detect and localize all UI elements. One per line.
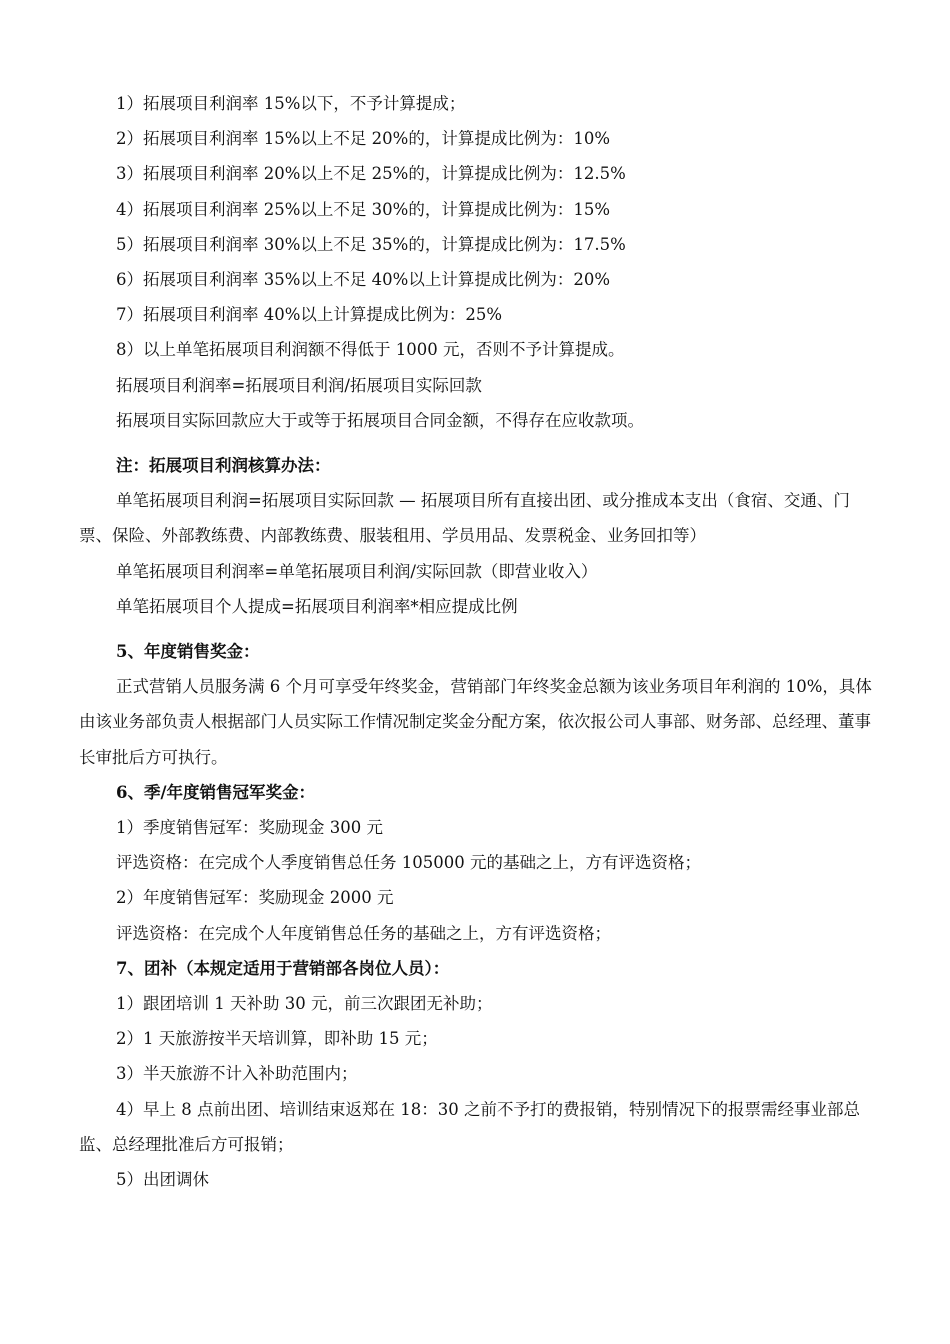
list-item: 评选资格：在完成个人年度销售总任务的基础之上，方有评选资格； — [116, 923, 611, 943]
section-heading: 注：拓展项目利润核算办法： — [116, 456, 331, 476]
profit-rate-formula-single: 单笔拓展项目利润率=单笔拓展项目利润/实际回款（即营业收入） — [116, 561, 598, 581]
list-item: 1）跟团培训 1 天补助 30 元，前三次跟团无补助； — [116, 994, 493, 1014]
section-heading: 7、团补（本规定适用于营销部各岗位人员）： — [116, 958, 450, 978]
document-page — [79, 86, 879, 1197]
list-item: 2）1 天旅游按半天培训算，即补助 15 元； — [116, 1029, 438, 1049]
list-item: 5）出团调休 — [116, 1170, 209, 1190]
tier-item-1: 1）拓展项目利润率 15%以下，不予计算提成； — [116, 94, 466, 113]
list-item: 评选资格：在完成个人季度销售总任务 105000 元的基础之上，方有评选资格； — [116, 853, 701, 873]
tier-item-6: 6）拓展项目利润率 35%以上不足 40%以上计算提成比例为：20% — [116, 270, 611, 290]
list-item: 2）年度销售冠军：奖励现金 2000 元 — [116, 888, 394, 908]
tier-item-8: 8）以上单笔拓展项目利润额不得低于 1000 元，否则不予计算提成。 — [116, 340, 625, 360]
list-item: 1）季度销售冠军：奖励现金 300 元 — [116, 818, 383, 838]
tour-allowance-section — [79, 951, 879, 1197]
tier-item-5: 5）拓展项目利润率 30%以上不足 35%的，计算提成比例为：17.5% — [116, 234, 626, 254]
profit-formula: 单笔拓展项目利润=拓展项目实际回款 — 拓展项目所有直接出团、或分推成本支出（食宿、交通、门票、保险、外部教练费、内部教练费、服装租用、学员用品、发票税金、业务回扣等） — [79, 491, 850, 546]
tier-item-7: 7）拓展项目利润率 40%以上计算提成比例为：25% — [116, 305, 503, 325]
list-item: 3）半天旅游不计入补助范围内； — [116, 1064, 358, 1084]
list-item: 4）早上 8 点前出团、培训结束返郑在 18：30 之前不予打的费报销，特别情况下的报票需经事业部总监、总经理批准后方可报销； — [79, 1099, 860, 1154]
tier-item-3: 3）拓展项目利润率 20%以上不足 25%的，计算提成比例为：12.5% — [116, 164, 626, 184]
commission-tiers-section — [79, 86, 879, 438]
profit-calculation-section — [79, 448, 879, 624]
annual-bonus-section — [79, 634, 879, 775]
annual-bonus-paragraph: 正式营销人员服务满 6 个月可享受年终奖金，营销部门年终奖金总额为该业务项目年利润的 10%，具体由该业务部负责人根据部门人员实际工作情况制定奖金分配方案，依次报公司人事部、财务部、总经理、董事长审批后方可执行。 — [79, 677, 872, 767]
payment-note: 拓展项目实际回款应大于或等于拓展项目合同金额，不得存在应收款项。 — [116, 410, 644, 430]
section-heading: 5、年度销售奖金： — [116, 642, 260, 662]
section-heading: 6、季/年度销售冠军奖金： — [116, 782, 316, 802]
profit-rate-formula: 拓展项目利润率=拓展项目利润/拓展项目实际回款 — [116, 375, 482, 395]
personal-commission-formula: 单笔拓展项目个人提成=拓展项目利润率*相应提成比例 — [116, 596, 518, 616]
tier-item-2: 2）拓展项目利润率 15%以上不足 20%的，计算提成比例为：10% — [116, 129, 611, 149]
champion-bonus-section — [79, 775, 879, 951]
tier-item-4: 4）拓展项目利润率 25%以上不足 30%的，计算提成比例为：15% — [116, 199, 611, 219]
